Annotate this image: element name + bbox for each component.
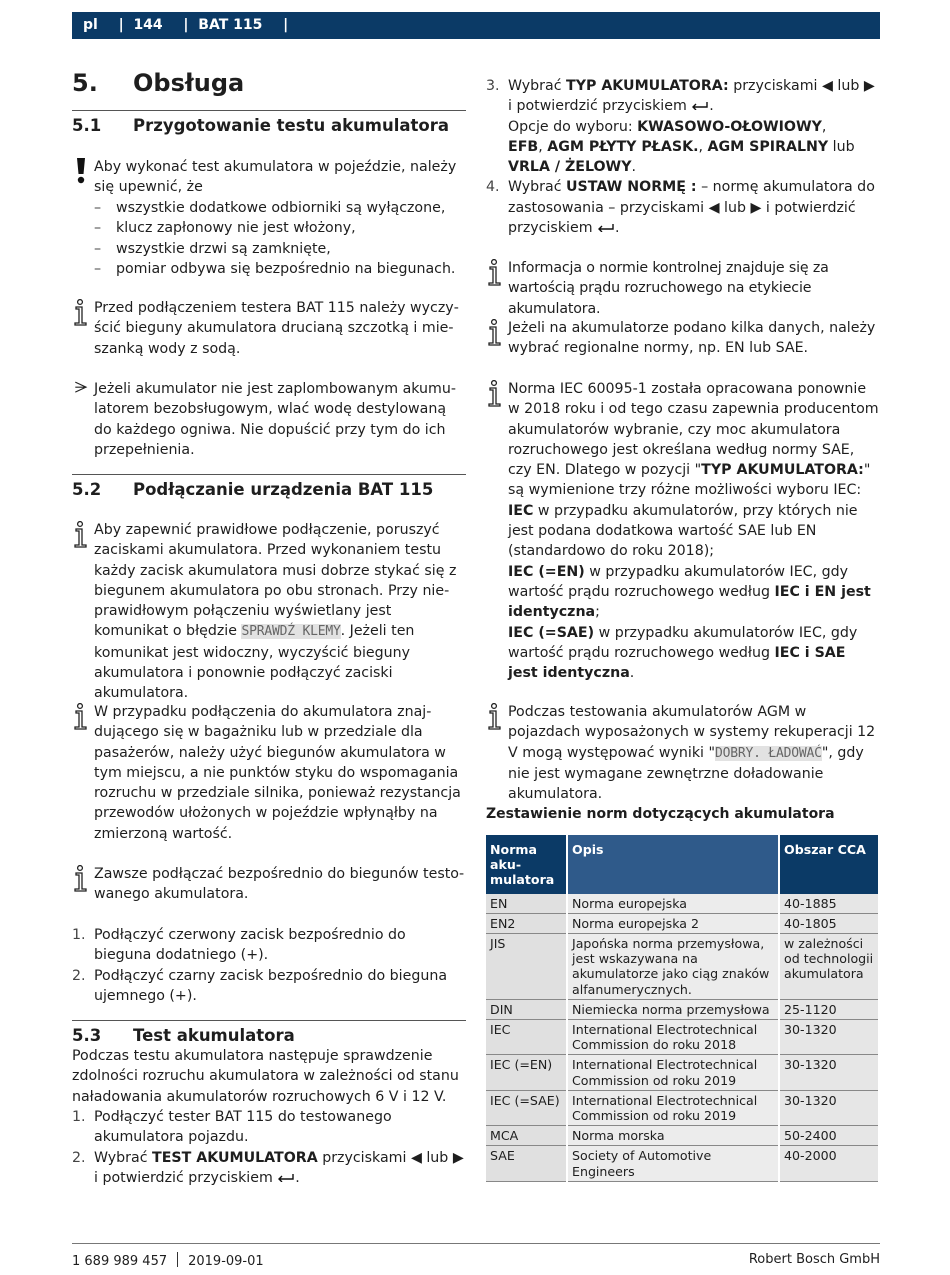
subsection-number: 5.2 (72, 480, 102, 499)
cca-range-cell: w zależności od technologii akumulatora (779, 934, 879, 1000)
norm-cell: JIS (486, 934, 567, 1000)
info-note (486, 258, 880, 319)
exclamation-icon (72, 158, 90, 186)
subsection-number: 5.1 (72, 116, 102, 135)
table-row (486, 999, 879, 1019)
header-sep: | (108, 17, 134, 33)
norm-cell: IEC (486, 1020, 567, 1055)
info-note (486, 702, 880, 804)
description-cell: Norma morska (567, 1126, 779, 1146)
cca-range-cell: 50-2400 (779, 1126, 879, 1146)
description-cell: International Electrotechnical Commission od roku 2019 (567, 1090, 779, 1125)
list-item: 3. Wybrać TYP AKUMULATORA: przyciskami ◀ lub ▶ i potwierdzić przyciskiem . Opcje do wyboru: KWASOWO-OŁOWIOWY, EFB, AGM PŁYTY PŁASK., AGM SPIRALNY lub VRLA / ŻELOWY. (486, 78, 875, 176)
warning-note (72, 157, 466, 198)
info-icon (486, 259, 504, 287)
list-item: – wszystkie dodatkowe odbiorniki są wyłączone, (94, 200, 446, 216)
cca-range-cell: 30-1320 (779, 1055, 879, 1090)
header-lang: pl (83, 17, 98, 33)
section-5-3-heading (72, 1020, 466, 1047)
description-cell: Society of Automotive Engineers (567, 1146, 779, 1181)
subsection-title: Przygotowanie testu akumulatora (133, 116, 450, 135)
table-row (486, 913, 879, 933)
info-icon (72, 521, 90, 549)
table-row (486, 1126, 879, 1146)
info-icon (486, 319, 504, 347)
description-cell: Norma europejska (567, 894, 779, 914)
cca-range-cell: 30-1320 (779, 1090, 879, 1125)
list-item: 1. Podłączyć czerwony zacisk bezpośrednio do bieguna dodatniego (+). (72, 927, 406, 964)
table-row (486, 1055, 879, 1090)
list-item: 2. Podłączyć czarny zacisk bezpośrednio do bieguna ujemnego (+). (72, 967, 448, 1004)
table-row (486, 894, 879, 914)
connection-steps (72, 925, 466, 1006)
table-row (486, 1020, 879, 1055)
iec-info-note (486, 379, 880, 683)
info-text: Aby zapewnić prawidłowe podłączenie, poruszyć zaciskami akumulatora. Przed wykonaniem testu każdy zacisk akumulatora musi dobrze stykać się z biegunem akumulatora po obu stronach. Przy nieprawidłowym połączeniu wyświetlany jest komunikat o błędzie SPRAWDŹ KLEMY. Jeżeli ten komunikat jest widoczny, wyczyścić bieguny akumulatora i ponownie podłączyć zaciski akumulatora. (94, 522, 457, 702)
table-header-row (486, 835, 879, 894)
section-title-text: Obsługa (133, 69, 245, 97)
info-text: Podczas testowania akumulatorów AGM w pojazdach wyposażonych w systemy rekuperacji 12 V mogą występować wyniki "DOBRY. ŁADOWAĆ", gdy nie jest wymagane zewnętrzne doładowanie akumulatora. (508, 704, 876, 803)
header-sep: | (173, 17, 199, 33)
enter-key-icon (597, 224, 615, 232)
info-text: Zawsze podłączać bezpośrednio do biegunów testowanego akumulatora. (94, 866, 465, 903)
list-item: 1. Podłączyć tester BAT 115 do testowanego akumulatora pojazdu. (72, 1109, 392, 1146)
list-item: – wszystkie drzwi są zamknięte, (94, 240, 331, 257)
norm-cell: EN2 (486, 913, 567, 933)
page-header (72, 12, 880, 39)
result-message-code: DOBRY. ŁADOWAĆ (715, 745, 822, 761)
table-row (486, 1146, 879, 1181)
info-icon (72, 703, 90, 731)
cca-range-cell: 40-1885 (779, 894, 879, 914)
norm-cell: EN (486, 894, 567, 914)
list-item: 4. Wybrać USTAW NORMĘ : – normę akumulatora do zastosowania – przyciskami ◀ lub ▶ i potwierdzić przyciskiem . (486, 179, 875, 237)
description-cell: Norma europejska 2 (567, 913, 779, 933)
norm-cell: DIN (486, 999, 567, 1019)
info-text: Norma IEC 60095-1 została opracowana ponownie w 2018 roku i od tego czasu zapewnia producentom akumulatorów wybranie, czy moc akumulatora rozruchowego jest określana według normy SAE, czy EN. Dlatego w pozycji "TYP AKUMULATORA:" są wymienione trzy różne możliwości wyboru IEC: IEC w przypadku akumulatorów, przy których nie jest podana dodatkowa wartość SAE lub EN (standardowo do roku 2018); IEC (=EN) w przypadku akumulatorów IEC, gdy wartość prądu rozruchowego według IEC i EN jest identyczna; IEC (=SAE) w przypadku akumulatorów IEC, gdy wartość prądu rozruchowego według IEC i SAE jest identyczna. (508, 381, 879, 682)
info-note (72, 298, 466, 359)
header-product: BAT 115 (198, 17, 263, 33)
cca-range-cell: 40-2000 (779, 1146, 879, 1181)
section-5-2-heading (72, 474, 466, 501)
description-cell: International Electrotechnical Commission od roku 2019 (567, 1055, 779, 1090)
column-header: Obszar CCA (779, 835, 879, 894)
error-message-code: SPRAWDŹ KLEMY (241, 624, 341, 640)
info-text: Informacja o normie kontrolnej znajduje się za wartością prądu rozruchowego na etykiecie akumulatora. (508, 260, 829, 317)
description-cell: Japońska norma przemysłowa, jest wskazywana na akumulatorze jako ciąg znaków alfanumerycznych. (567, 934, 779, 1000)
info-icon (486, 380, 504, 408)
info-icon (72, 299, 90, 327)
norm-cell: MCA (486, 1126, 567, 1146)
subsection-number: 5.3 (72, 1026, 102, 1045)
footer-left (72, 1252, 264, 1270)
arrow-right-icon (72, 380, 90, 400)
list-item: 2. Wybrać TEST AKUMULATORA przyciskami ◀ lub ▶ i potwierdzić przyciskiem . (72, 1149, 464, 1186)
header-page: 144 (133, 17, 163, 33)
test-intro: Podczas testu akumulatora następuje sprawdzenie zdolności rozruchu akumulatora w zależności od stanu naładowania akumulatorów rozruchowych 6 V i 12 V. (72, 1048, 459, 1105)
document-date: 2019-09-01 (188, 1254, 264, 1269)
info-note (486, 318, 880, 359)
info-note (72, 864, 466, 905)
subsection-title: Podłączanie urządzenia BAT 115 (133, 480, 434, 499)
info-text: W przypadku podłączenia do akumulatora znajdującego się w bagażniku lub w przedziale dla pasażerów, należy użyć biegunów akumulatora w tym miejscu, a nie punktów styku do wspomagania rozruchu w przedziale silnika, ponieważ rezystancja przewodów ułożonych w pojeździe wpłynąłby na zmierzoną wartość. (94, 704, 461, 842)
test-steps-continued (486, 76, 880, 238)
cca-range-cell: 30-1320 (779, 1020, 879, 1055)
page-footer (72, 1243, 880, 1269)
section-number: 5. (72, 69, 98, 97)
enter-key-icon (277, 1174, 295, 1182)
info-text: Przed podłączeniem testera BAT 115 należy wyczyścić bieguny akumulatora drucianą szczotką i mieszanką wody z sodą. (94, 300, 459, 357)
column-header: Norma akumulatora (486, 835, 567, 894)
section-5-title (72, 68, 244, 98)
document-number: 1 689 989 457 (72, 1254, 168, 1269)
precondition-list (72, 198, 466, 279)
table-row (486, 934, 879, 1000)
norm-cell: IEC (=EN) (486, 1055, 567, 1090)
info-icon (486, 703, 504, 731)
norm-cell: IEC (=SAE) (486, 1090, 567, 1125)
info-note (72, 520, 466, 704)
warning-text: Aby wykonać test akumulatora w pojeździe, należy się upewnić, że (94, 159, 457, 196)
cca-range-cell: 40-1805 (779, 913, 879, 933)
info-note (72, 702, 466, 844)
list-item: – klucz zapłonowy nie jest włożony, (94, 220, 356, 237)
action-note (72, 379, 466, 460)
enter-key-icon (691, 102, 709, 110)
company-name: Robert Bosch GmbH (748, 1252, 880, 1267)
table-row (486, 1090, 879, 1125)
column-header: Opis (567, 835, 779, 894)
list-item: – pomiar odbywa się bezpośrednio na biegunach. (94, 260, 456, 277)
subsection-title: Test akumulatora (133, 1026, 295, 1045)
description-cell: Niemiecka norma przemysłowa (567, 999, 779, 1019)
info-text: Jeżeli na akumulatorze podano kilka danych, należy wybrać regionalne normy, np. EN lub SAE. (508, 320, 876, 357)
header-sep: | (273, 17, 289, 33)
table-title: Zestawienie norm dotyczących akumulatora (486, 806, 835, 822)
action-text: Jeżeli akumulator nie jest zaplombowanym akumulatorem bezobsługowym, wlać wodę destylowaną do każdego ogniwa. Nie dopuścić przy tym do ich przepełnienia. (94, 381, 456, 458)
section-5-1-heading (72, 110, 466, 137)
cca-range-cell: 25-1120 (779, 999, 879, 1019)
info-icon (72, 865, 90, 893)
battery-norms-table (486, 835, 880, 1182)
norm-cell: SAE (486, 1146, 567, 1181)
test-steps (72, 1107, 466, 1188)
description-cell: International Electrotechnical Commission do roku 2018 (567, 1020, 779, 1055)
